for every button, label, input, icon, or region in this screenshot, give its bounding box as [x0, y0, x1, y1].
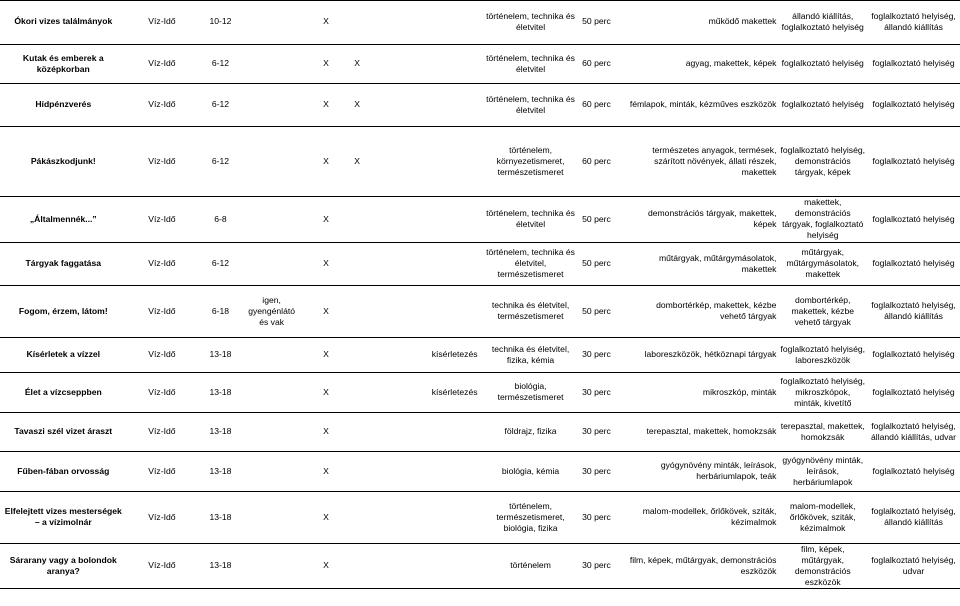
location-secondary: foglalkoztató helyiség, udvar [867, 543, 960, 588]
table-row [0, 451, 960, 491]
age-group: 13-18 [197, 543, 243, 588]
subject-area: földrajz, fizika [481, 412, 580, 451]
location-secondary: foglalkoztató helyiség [867, 242, 960, 285]
tools-used: film, képek, műtárgyak, demonstrációs eszközök [627, 543, 779, 588]
duration: 30 perc [580, 543, 626, 588]
tools-used: demonstrációs tárgyak, makettek, képek [627, 196, 779, 242]
subject-area: biológia, természetismeret [481, 372, 580, 412]
tools-used: műtárgyak, műtárgymásolatok, makettek [627, 242, 779, 285]
accessibility-note [244, 337, 300, 372]
tools-used: malom-modellek, őrlőkövek, sziták, kézimalmok [627, 491, 779, 543]
location-primary: dombortérkép, makettek, kézbe vehető tárgyak [778, 285, 867, 337]
table-row [0, 44, 960, 83]
program-name: Kísérletek a vízzel [0, 337, 127, 372]
program-type: Víz-Idő [127, 242, 198, 285]
duration: 30 perc [580, 372, 626, 412]
program-name: Sárarany vagy a bolondok aranya? [0, 543, 127, 588]
mark-b [352, 196, 428, 242]
location-primary: terepasztal, makettek, homokzsák [778, 412, 867, 451]
program-name: Fogom, érzem, látom! [0, 285, 127, 337]
mark-a: X [300, 0, 353, 44]
method-note [428, 242, 481, 285]
duration: 60 perc [580, 126, 626, 196]
table-row [0, 83, 960, 126]
location-secondary: foglalkoztató helyiség, állandó kiállítás, udvar [867, 412, 960, 451]
duration: 30 perc [580, 451, 626, 491]
location-primary: makettek, demonstrációs tárgyak, foglalkoztató helyiség [778, 196, 867, 242]
program-type: Víz-Idő [127, 44, 198, 83]
accessibility-note [244, 372, 300, 412]
mark-a: X [300, 543, 353, 588]
accessibility-note [244, 83, 300, 126]
location-primary: malom-modellek, őrlőkövek, sziták, kézimalmok [778, 491, 867, 543]
subject-area: történelem, természetismeret, biológia, fizika [481, 491, 580, 543]
mark-b [352, 372, 428, 412]
method-note: kísérletezés [428, 372, 481, 412]
mark-a: X [300, 337, 353, 372]
method-note [428, 543, 481, 588]
program-name: Élet a vízcseppben [0, 372, 127, 412]
method-note [428, 491, 481, 543]
mark-a: X [300, 242, 353, 285]
program-name: Tavaszi szél vizet áraszt [0, 412, 127, 451]
table-row [0, 0, 960, 44]
program-name: Fűben-fában orvosság [0, 451, 127, 491]
duration: 50 perc [580, 242, 626, 285]
location-primary: gyógynövény minták, leírások, herbáriumlapok [778, 451, 867, 491]
program-type: Víz-Idő [127, 0, 198, 44]
table-row [0, 126, 960, 196]
age-group: 13-18 [197, 412, 243, 451]
mark-a: X [300, 285, 353, 337]
method-note [428, 44, 481, 83]
subject-area: biológia, kémia [481, 451, 580, 491]
program-name: Ókori vizes találmányok [0, 0, 127, 44]
age-group: 6-8 [197, 196, 243, 242]
mark-a: X [300, 491, 353, 543]
tools-used: dombortérkép, makettek, kézbe vehető tárgyak [627, 285, 779, 337]
location-primary: foglalkoztató helyiség [778, 83, 867, 126]
subject-area: történelem, technika és életvitel [481, 83, 580, 126]
location-primary: film, képek, műtárgyak, demonstrációs eszközök [778, 543, 867, 588]
method-note [428, 0, 481, 44]
mark-b [352, 491, 428, 543]
accessibility-note [244, 196, 300, 242]
method-note [428, 126, 481, 196]
table-row [0, 337, 960, 372]
program-name: „Általmennék...” [0, 196, 127, 242]
tools-used: terepasztal, makettek, homokzsák [627, 412, 779, 451]
location-secondary: foglalkoztató helyiség [867, 83, 960, 126]
location-secondary: foglalkoztató helyiség, állandó kiállítás [867, 0, 960, 44]
mark-b: X [352, 44, 428, 83]
duration: 60 perc [580, 44, 626, 83]
mark-a: X [300, 451, 353, 491]
subject-area: történelem, technika és életvitel [481, 0, 580, 44]
method-note [428, 412, 481, 451]
table-row [0, 196, 960, 242]
program-type: Víz-Idő [127, 83, 198, 126]
program-type: Víz-Idő [127, 126, 198, 196]
age-group: 13-18 [197, 337, 243, 372]
tools-used: természetes anyagok, termések, szárított növények, állati részek, makettek [627, 126, 779, 196]
program-type: Víz-Idő [127, 412, 198, 451]
program-type: Víz-Idő [127, 196, 198, 242]
location-primary: foglalkoztató helyiség, mikroszkópok, minták, kivetítő [778, 372, 867, 412]
age-group: 6-12 [197, 83, 243, 126]
table-row [0, 242, 960, 285]
program-name: Tárgyak faggatása [0, 242, 127, 285]
accessibility-note [244, 491, 300, 543]
mark-b [352, 543, 428, 588]
accessibility-note [244, 44, 300, 83]
age-group: 13-18 [197, 491, 243, 543]
mark-a: X [300, 44, 353, 83]
age-group: 6-12 [197, 242, 243, 285]
duration: 50 perc [580, 196, 626, 242]
program-type: Víz-Idő [127, 543, 198, 588]
mark-b [352, 285, 428, 337]
duration: 50 perc [580, 0, 626, 44]
location-secondary: foglalkoztató helyiség [867, 126, 960, 196]
duration: 30 perc [580, 412, 626, 451]
location-primary: foglalkoztató helyiség, demonstrációs tárgyak, képek [778, 126, 867, 196]
subject-area: történelem, technika és életvitel [481, 196, 580, 242]
duration: 30 perc [580, 491, 626, 543]
subject-area: történelem, technika és életvitel [481, 44, 580, 83]
program-type: Víz-Idő [127, 451, 198, 491]
method-note [428, 451, 481, 491]
program-type: Víz-Idő [127, 372, 198, 412]
program-type: Víz-Idő [127, 337, 198, 372]
subject-area: történelem [481, 543, 580, 588]
location-secondary: foglalkoztató helyiség [867, 337, 960, 372]
location-secondary: foglalkoztató helyiség, állandó kiállítás [867, 285, 960, 337]
program-name: Elfelejtett vizes mesterségek – a vízimolnár [0, 491, 127, 543]
mark-a: X [300, 126, 353, 196]
subject-area: technika és életvitel, természetismeret [481, 285, 580, 337]
duration: 60 perc [580, 83, 626, 126]
accessibility-note: igen, gyengénlátó és vak [244, 285, 300, 337]
subject-area: technika és életvitel, fizika, kémia [481, 337, 580, 372]
table-top-border [0, 0, 960, 1]
accessibility-note [244, 0, 300, 44]
table-row [0, 491, 960, 543]
mark-b [352, 0, 428, 44]
location-secondary: foglalkoztató helyiség [867, 451, 960, 491]
table-row [0, 412, 960, 451]
duration: 30 perc [580, 337, 626, 372]
tools-used: fémlapok, minták, kézműves eszközök [627, 83, 779, 126]
mark-b [352, 412, 428, 451]
location-primary: foglalkoztató helyiség, laboreszközök [778, 337, 867, 372]
mark-a: X [300, 83, 353, 126]
subject-area: történelem, technika és életvitel, természetismeret [481, 242, 580, 285]
location-secondary: foglalkoztató helyiség, állandó kiállítás [867, 491, 960, 543]
program-type: Víz-Idő [127, 285, 198, 337]
table-row [0, 543, 960, 588]
location-primary: műtárgyak, műtárgymásolatok, makettek [778, 242, 867, 285]
location-secondary: foglalkoztató helyiség [867, 44, 960, 83]
tools-used: agyag, makettek, képek [627, 44, 779, 83]
mark-a: X [300, 196, 353, 242]
accessibility-note [244, 126, 300, 196]
location-primary: állandó kiállítás, foglalkoztató helyiség [778, 0, 867, 44]
age-group: 13-18 [197, 372, 243, 412]
mark-a: X [300, 372, 353, 412]
program-type: Víz-Idő [127, 491, 198, 543]
method-note [428, 196, 481, 242]
age-group: 10-12 [197, 0, 243, 44]
age-group: 6-12 [197, 44, 243, 83]
accessibility-note [244, 543, 300, 588]
subject-area: történelem, környezetismeret, természetismeret [481, 126, 580, 196]
tools-used: laboreszközök, hétköznapi tárgyak [627, 337, 779, 372]
table-row [0, 285, 960, 337]
method-note [428, 83, 481, 126]
duration: 50 perc [580, 285, 626, 337]
mark-b: X [352, 126, 428, 196]
accessibility-note [244, 451, 300, 491]
age-group: 6-12 [197, 126, 243, 196]
mark-b [352, 242, 428, 285]
mark-a: X [300, 412, 353, 451]
location-secondary: foglalkoztató helyiség [867, 372, 960, 412]
table-row [0, 372, 960, 412]
program-name: Hídpénzverés [0, 83, 127, 126]
age-group: 13-18 [197, 451, 243, 491]
program-name: Kutak és emberek a középkorban [0, 44, 127, 83]
accessibility-note [244, 242, 300, 285]
program-name: Pákászkodjunk! [0, 126, 127, 196]
location-secondary: foglalkoztató helyiség [867, 196, 960, 242]
method-note: kísérletezés [428, 337, 481, 372]
tools-used: mikroszkóp, minták [627, 372, 779, 412]
age-group: 6-18 [197, 285, 243, 337]
mark-b [352, 337, 428, 372]
accessibility-note [244, 412, 300, 451]
mark-b: X [352, 83, 428, 126]
tools-used: gyógynövény minták, leírások, herbáriumlapok, teák [627, 451, 779, 491]
mark-b [352, 451, 428, 491]
tools-used: működő makettek [627, 0, 779, 44]
method-note [428, 285, 481, 337]
location-primary: foglalkoztató helyiség [778, 44, 867, 83]
